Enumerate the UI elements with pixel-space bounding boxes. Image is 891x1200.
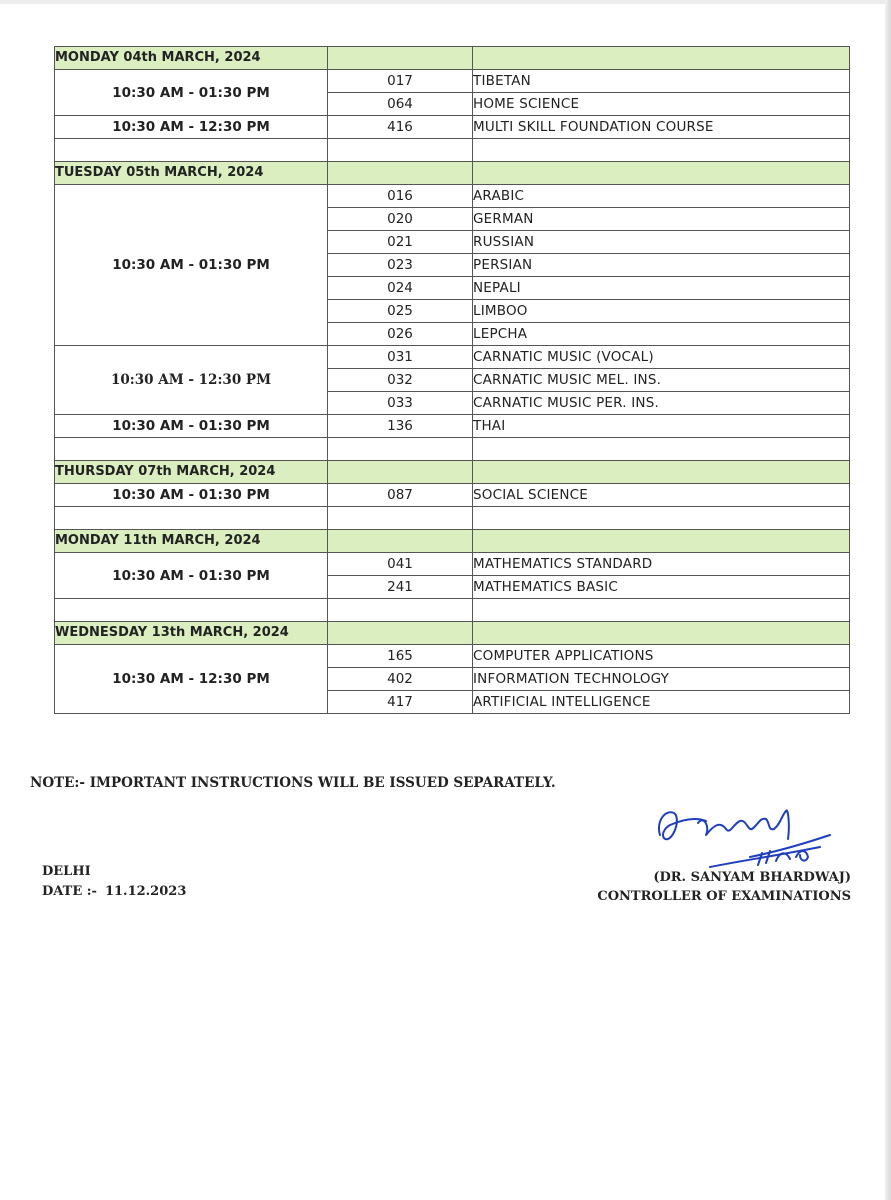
subject-code: 402: [328, 668, 473, 691]
spacer-row: [55, 139, 850, 162]
date-label: DATE :-: [42, 884, 97, 899]
subject-code: 032: [328, 369, 473, 392]
subject-code: 087: [328, 484, 473, 507]
table-row: [55, 116, 850, 139]
day-header-row: [55, 162, 850, 185]
date-value: 11.12.2023: [104, 884, 187, 899]
day-label: MONDAY 04th MARCH, 2024: [55, 47, 328, 70]
subject-code: 023: [328, 254, 473, 277]
signatory-name: (DR. SANYAM BHARDWAJ): [653, 870, 851, 885]
subject-name: TIBETAN: [473, 70, 850, 93]
subject-code: 417: [328, 691, 473, 714]
table-row: [55, 346, 850, 369]
subject-name: MATHEMATICS STANDARD: [473, 553, 850, 576]
signatory-title: CONTROLLER OF EXAMINATIONS: [597, 889, 851, 904]
day-header-row: [55, 47, 850, 70]
day-header-row: [55, 622, 850, 645]
day-header-row: [55, 461, 850, 484]
subject-code: 025: [328, 300, 473, 323]
spacer-row: [55, 507, 850, 530]
day-header-row: [55, 530, 850, 553]
day-label: MONDAY 11th MARCH, 2024: [55, 530, 328, 553]
subject-code: 020: [328, 208, 473, 231]
table-row: [55, 645, 850, 668]
signature-icon: [650, 795, 840, 875]
subject-name: CARNATIC MUSIC PER. INS.: [473, 392, 850, 415]
table-row: [55, 484, 850, 507]
time-slot: 10:30 AM - 12:30 PM: [55, 645, 328, 714]
subject-name: HOME SCIENCE: [473, 93, 850, 116]
subject-name: MULTI SKILL FOUNDATION COURSE: [473, 116, 850, 139]
time-slot: 10:30 AM - 01:30 PM: [55, 70, 328, 116]
time-slot: 10:30 AM - 01:30 PM: [55, 484, 328, 507]
subject-name: COMPUTER APPLICATIONS: [473, 645, 850, 668]
subject-code: 136: [328, 415, 473, 438]
subject-code: 024: [328, 277, 473, 300]
subject-name: ARABIC: [473, 185, 850, 208]
page-top-edge: [0, 0, 891, 4]
time-slot: 10:30 AM - 01:30 PM: [55, 553, 328, 599]
subject-name: ARTIFICIAL INTELLIGENCE: [473, 691, 850, 714]
subject-code: 041: [328, 553, 473, 576]
table-row: [55, 185, 850, 208]
subject-name: GERMAN: [473, 208, 850, 231]
time-slot: 10:30 AM - 12:30 PM: [55, 116, 328, 139]
subject-code: 416: [328, 116, 473, 139]
time-slot: 10:30 AM - 01:30 PM: [55, 415, 328, 438]
subject-code: 241: [328, 576, 473, 599]
subject-name: THAI: [473, 415, 850, 438]
page-right-edge: [885, 0, 891, 1200]
day-label: WEDNESDAY 13th MARCH, 2024: [55, 622, 328, 645]
subject-code: 033: [328, 392, 473, 415]
day-label: THURSDAY 07th MARCH, 2024: [55, 461, 328, 484]
spacer-row: [55, 438, 850, 461]
subject-name: LEPCHA: [473, 323, 850, 346]
subject-name: LIMBOO: [473, 300, 850, 323]
note-text: NOTE:- IMPORTANT INSTRUCTIONS WILL BE ISSUED SEPARATELY.: [30, 775, 556, 791]
exam-schedule-table: [54, 46, 850, 714]
subject-code: 021: [328, 231, 473, 254]
subject-code: 064: [328, 93, 473, 116]
place-text: DELHI: [42, 864, 91, 879]
subject-name: RUSSIAN: [473, 231, 850, 254]
subject-name: MATHEMATICS BASIC: [473, 576, 850, 599]
subject-code: 026: [328, 323, 473, 346]
day-label: TUESDAY 05th MARCH, 2024: [55, 162, 328, 185]
table-row: [55, 553, 850, 576]
subject-name: CARNATIC MUSIC MEL. INS.: [473, 369, 850, 392]
subject-code: 016: [328, 185, 473, 208]
time-slot: 10:30 AM - 01:30 PM: [55, 185, 328, 346]
place-date-block: [42, 862, 186, 902]
subject-code: 017: [328, 70, 473, 93]
subject-name: SOCIAL SCIENCE: [473, 484, 850, 507]
subject-code: 165: [328, 645, 473, 668]
time-slot: 10:30 AM - 12:30 PM: [55, 346, 328, 415]
table-row: [55, 415, 850, 438]
spacer-row: [55, 599, 850, 622]
subject-name: NEPALI: [473, 277, 850, 300]
signatory-block: [597, 868, 851, 906]
date-line: [42, 882, 186, 902]
subject-name: CARNATIC MUSIC (VOCAL): [473, 346, 850, 369]
subject-name: PERSIAN: [473, 254, 850, 277]
subject-code: 031: [328, 346, 473, 369]
subject-name: INFORMATION TECHNOLOGY: [473, 668, 850, 691]
table-row: [55, 70, 850, 93]
